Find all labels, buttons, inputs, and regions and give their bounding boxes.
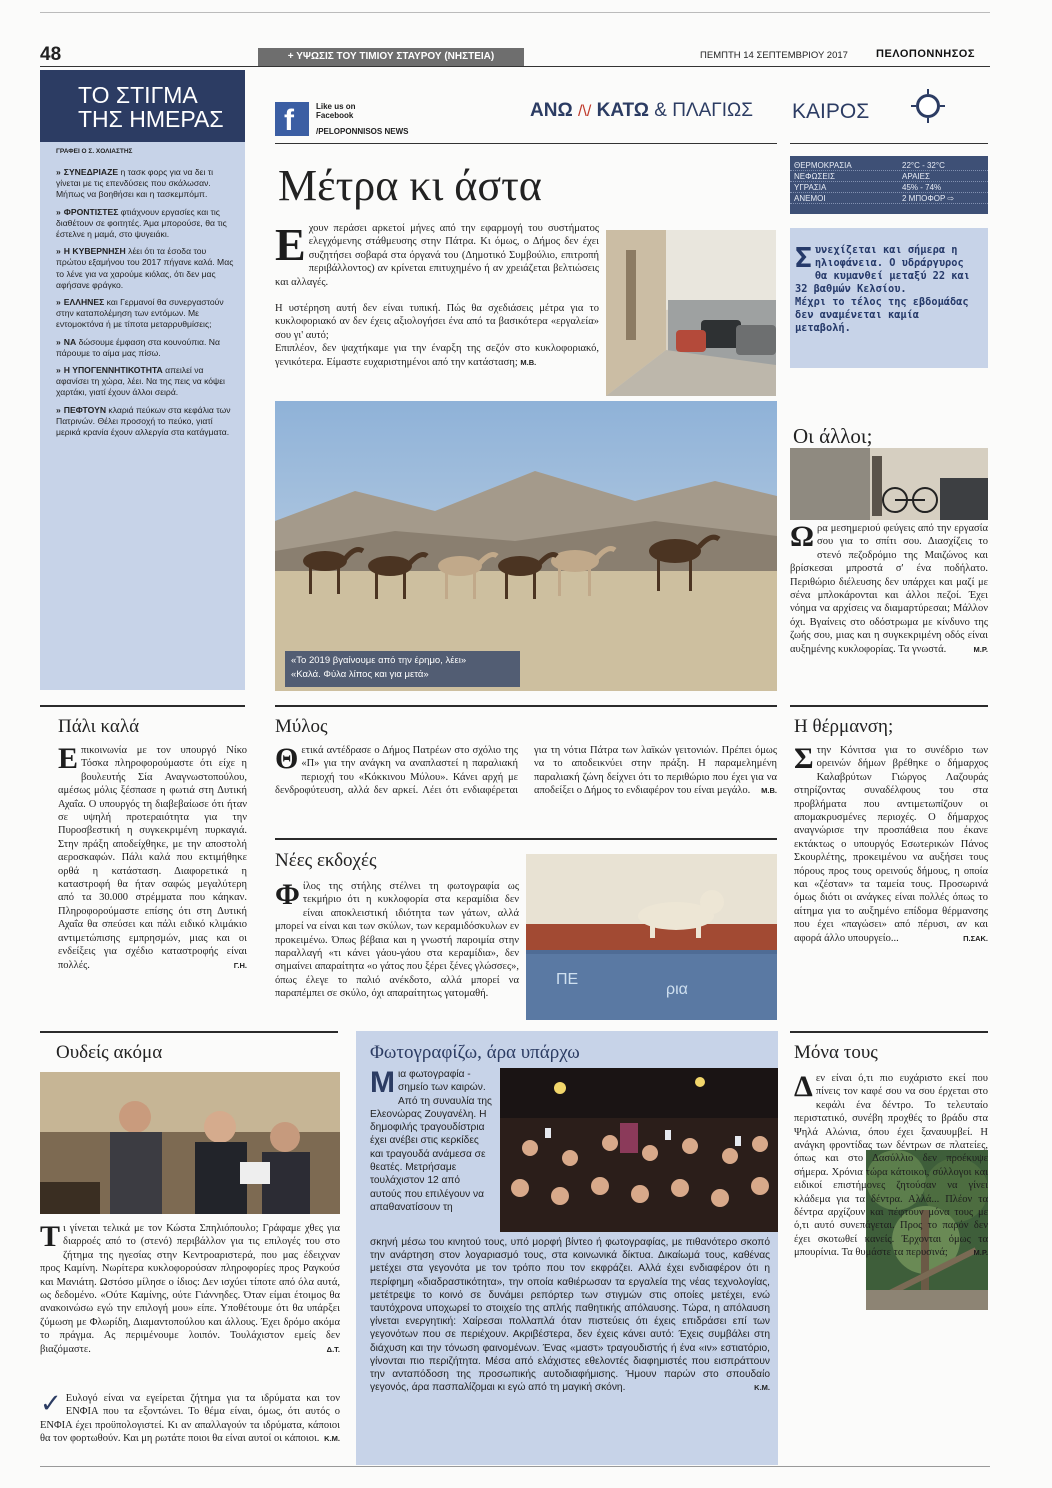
mona-tous-text: εν είναι ό,τι πιο ευχάριστο εκεί που πίνεις τον καφέ σου να σου έρχεται στο κεφάλι ένα δέντρο. Το τελευταίο περιστατικό, συνέβη προχθές το βράδυ στα Ψηλά Αλώνια, όπου έχει ξαναυυμβεί. Η ανάγκη φροντίδας των δέντρων σε πλατείες, όπως και στο Δασύλλιο δεν προέκυψε σήμερα. Χρόνια τώρα κάτοικοι, σύλλογοι και ειδικοί επιστήμονες ζητούσαν να γίνει κλάδεμα για τα δέντρα. Αλλά... Πλέον τα δέντρα αρχίζουν και πέφτουν μόνα τους με ό,τι αυτό συνεπάγεται. Προς το παρόν δεν έχει σκοτωθεί κανείς. Έρχονται όμως τα μπουρίνια. Τα θυμάστε τα περυσινά; <box>794 1073 988 1259</box>
stigma-item <box>56 405 235 439</box>
weather-value: 45% - 74% <box>902 183 942 192</box>
mona-tous-signature: Μ.Ρ. <box>973 1248 988 1258</box>
camel-caption-line2: «Καλά. Φύλα λίπος και για μετά» <box>291 669 429 680</box>
stigma-byline: ΓΡΑΦΕΙ Ο Σ. ΧΟΛΙΑΣΤΗΣ <box>56 148 133 155</box>
fotografizo-lead-text <box>370 1068 494 1214</box>
nees-ekdoxes-body <box>275 880 519 1001</box>
double-arrow-icon: » <box>56 365 61 376</box>
mona-tous-dropcap: Δ <box>794 1070 813 1103</box>
main-article-body <box>275 219 599 289</box>
oi-alloi-text: ρα μεσημεριού φεύγεις από την εργασία σου για το σπίτι σου. Διασχίζεις το στενό πεζοδρόμιο της Μαιζώνος και βρίσκεσαι μπροστά σ' ένα ποδήλατο. Περιθώριο διέλευσης δεν υπάρχει και μαζί με σένα μπλοκάρονται και άλλοι πεζοί. Έχει νόημα να αρχίσεις να διαμαρτύρεσαι; Μάλλον όχι. Βγαίνεις στο οδόστρωμα με κίνδυνο της ζωής σου, μιας και η συγκεκριμένη οδός είναι αυξημένης κυκλοφορίας. Τα γνωστά. <box>790 523 988 655</box>
nees-ekdoxes-dropcap: Φ <box>275 878 300 911</box>
main-article-text2: Η υστέρηση αυτή δεν είναι τυπική. Πώς θα σχεδιάσεις μέτρα για το κυκλοφοριακό αν δεν έχεις αξιολογήσει ένα από τα βασικότερα «εργαλεία» σου γι' αυτό; <box>275 303 599 341</box>
weather-label: ΥΓΡΑΣΙΑ <box>794 183 827 192</box>
weather-row <box>790 160 988 171</box>
stigma-item-lead: Η ΥΠΟΓΕΝΝΗΤΙΚΟΤΗΤΑ <box>63 365 163 376</box>
fotografizo-continuation <box>370 1236 770 1394</box>
double-arrow-icon: » <box>56 404 61 415</box>
sun-icon <box>911 89 945 123</box>
dog-on-roof-photo <box>526 854 777 1020</box>
weather-value: 22°C - 32°C <box>902 161 945 170</box>
rule-nees-ekdoxes <box>275 838 777 840</box>
stigma-item-lead: ΣΥΝΕΔΡΙΑΖΕ <box>63 167 119 177</box>
oi-alloi-body <box>790 522 988 656</box>
page-number: 48 <box>40 44 62 65</box>
stigma-item-text: λέει ότι τα έσοδα του πρώτου εξαμήνου του 2017 πήγανε καλά. Μας το λένε για να χαρούμε κιόλας, ότι δεν μας αφήσανε φράγκο. <box>56 246 234 290</box>
weather-label: ΑΝΕΜΟΙ <box>794 194 826 203</box>
facebook-like: Like us on <box>316 102 356 111</box>
camel-caption-line1: «Το 2019 βγαίνουμε από την έρημο, λέει» <box>291 655 467 666</box>
thermansi-dropcap: Σ <box>794 742 814 775</box>
section-title-kato: ΚΑΤΩ <box>596 100 649 121</box>
mylos-title: Μύλος <box>275 716 328 737</box>
stigma-item <box>56 365 235 399</box>
main-article-body2 <box>275 302 599 369</box>
mona-tous-body <box>794 1072 988 1260</box>
facebook-box <box>275 102 309 136</box>
weather-row <box>790 182 988 193</box>
stigma-item-lead: ΠΕΦΤΟΥΝ <box>63 404 107 415</box>
facebook-icon: f <box>284 104 294 137</box>
weather-title: ΚΑΙΡΟΣ <box>792 100 870 123</box>
weather-label: ΘΕΡΜΟΚΡΑΣΙΑ <box>794 161 852 170</box>
weather-forecast <box>790 228 988 368</box>
fotografizo-title: Φωτογραφίζω, άρα υπάρχω <box>370 1042 580 1063</box>
stigma-item-lead: ΕΛΛΗΝΕΣ <box>63 297 105 308</box>
mylos-text: ετικά αντέδρασε ο Δήμος Πατρέων στο σχόλιο της «Π» για την ανάγκη να αναπλαστεί η παραλιακή περιοχή του «Κόκκινου Μύλου». Κάνει αρχή με δενδροφύτευση, αλλά δεν αρκεί. Λέει ότι ενδιαφέρεται για τη νότια Πάτρα των λαϊκών γειτονιών. Πρέπει όμως να το αποδεικνύει στην πράξη. Η παραμελημένη παραλιακή ζώνη δείχνει ότι το περιθώριο που έχει για να αποδείξει ο Δήμος το ενδιαφέρον του είναι μεγάλο. <box>275 745 777 797</box>
svg-text:ΠΕ: ΠΕ <box>556 971 579 988</box>
oudeis-dropcap: Τ <box>40 1220 61 1253</box>
camel-desert-photo <box>275 401 777 691</box>
section-title-plagios: & ΠΛΑΓΙΩΣ <box>654 100 753 121</box>
stigma-item <box>56 337 235 359</box>
weather-text1: υνεχίζεται και σήμερα η ηλιοφάνεια. Ο υδράργυρος θα κυμανθεί μεταξύ 22 και 32 βαθμών Κελσίου. <box>795 244 970 295</box>
thermansi-text: την Κόνιτσα για το συνέδριο των ορεινών δήμων βρέθηκε ο δήμαρχος Καλαβρύτων Γιώργος Λαζουράς στηρίζοντας συναδέλφους του στα προβλήματα που αντιμετωπίζουν οι απομακρυσμένες περιοχές. Ο δήμαρχος αναγνώρισε την προσπάθεια που έκανε εκτάκτως ο υπουργός Εσωτερικών Πάνος Σκουρλέτης, προκειμένου να αυξήσει τους πόρους προς τους ορεινούς δήμους, η οποία και «ζέσταν» τα ταμεία τους. Προσωρινά όμως διότι οι ανάγκες είναι πολλές όπως το αίτημα για το αυξημένο επίδομα θέρμανσης που έχει «παγώσει» από πέρυσι, αν και αφορά άλλο υπουργείο... <box>794 745 988 944</box>
stigma-item-text: κλαριά πεύκων στα κεφάλια των Πατρινών. Θέλει προσοχή το πεύκο, γιατί μερικά κρανία έχουν αλλεργία στα κατάγματα. <box>56 404 231 438</box>
fotografizo-text: ια φωτογραφία - σημείο των καιρών. Από τη συναυλία της Ελεονώρας Ζουγανέλη. Η δημοφιλής τραγουδίστρια έχει ανέβει στις κερκίδες και τραγουδά ανάμεσα σε θεατές. Μετρήσαμε τουλάχιστον 12 από αυτούς που επιλέγουν να απαθανατίσουν τη <box>370 1069 492 1213</box>
rule-oudeis <box>40 1031 338 1033</box>
camel-caption <box>285 651 520 687</box>
weather-row <box>790 193 988 204</box>
weather-value: ΑΡΑΙΕΣ <box>902 172 930 181</box>
nees-ekdoxes-title: Νέες εκδοχές <box>275 850 377 871</box>
checkmark-icon: ✓ <box>40 1389 62 1419</box>
fotografizo-dropcap: Μ <box>370 1066 395 1099</box>
issue-date: ΠΕΜΠΤΗ 14 ΣΕΠΤΕΜΒΡΙΟΥ 2017 <box>700 50 848 61</box>
oi-alloi-dropcap: Ω <box>790 520 815 553</box>
stigma-item <box>56 246 235 291</box>
section-rule <box>275 143 777 144</box>
svg-text:ρια: ρια <box>666 981 688 998</box>
section-title <box>530 100 753 122</box>
concert-crowd-photo <box>500 1068 778 1232</box>
facebook-label: Facebook <box>316 111 354 120</box>
stigma-title-block <box>40 70 245 142</box>
stigma-item <box>56 167 235 201</box>
oudeis-extra-signature: Κ.Μ. <box>324 1434 340 1444</box>
stigma-item <box>56 207 235 241</box>
section-title-ano: ΑΝΩ <box>530 100 573 121</box>
rule-pali-kala <box>40 705 245 707</box>
weather-dropcap: Σ <box>795 241 812 274</box>
politicians-meeting-photo <box>40 1072 340 1214</box>
main-article-text: χουν περάσει αρκετοί μήνες από την εφαρμογή του συστήματος ελεγχόμενης στάθμευσης στην Πάτρα. Κι όμως, ο Δήμος δεν έχει συζητήσει σοβαρά στα όργανά του (Δημοτικό Συμβούλιο, επιτροπή περιβάλλοντος) αν κρίνεται επιτυχημένο ή αν χρειάζεται βελτιώσεις και αλλαγές. <box>275 223 599 288</box>
fotografizo-lead <box>370 1068 494 1214</box>
pali-kala-signature: Γ.Η. <box>233 960 247 970</box>
thermansi-signature: Π.ΣΑΚ. <box>963 933 988 943</box>
oi-alloi-title: Οι άλλοι; <box>793 424 873 448</box>
pali-kala-body <box>58 744 247 972</box>
fotografizo-continuation-text: σκηνή μέσω του κινητού τους, υπό μορφή βίντεο ή φωτογραφίας, με πιθανότερο σκοπό την ανάρτηση στον λογαριασμό τους, στα κοινωνικά δίκτυα. Δικαίωμά τους, καθένας μετέχει στα γεγονότα με τον τρόπο που τον εκφράζει. Αλλά έχει ενδιαφέρον ότι η περίφημη «διαδραστικότητα», την οποία καθιέρωσαν τα εργαλεία της νέας τεχνολογίας, μετέτρεψε το κοινό σε δυνάμει ρεπόρτερ των στιγμών στις οποίες μετέχει, ενώ ταυτόχρονα υποχωρεί το στοιχείο της απλής παθητικής απόλαυσης. Τώρα, η απόλαυση γίνεται ενεργητική: Χαίρεσαι πολλαπλά όταν πιστεύεις ότι έχεις επιδράσει επί των γεγονότων που σε περιέχουν. Ακριβέστερα, δεν έχεις κάνει αυτό: Έχεις συμβάλει στη διάχυση και την τόνωση φαινομένων. Ένας «μαστ» τραγουδιστής ή ένα «ιν» εστιατόριο, γίνονται πιο περιζήτητα. Μέσα από ελάχιστες εθελοντές διαφημιστές που εισπράττουν την ανταπόδοση της προσωπικής αυτοδιαφήμισης. Ήμουν παρών στο σπουδαίο γεγονός, άρα πασπαλίζομαι κι εγώ από τη μαγική σκόνη. <box>370 1237 770 1394</box>
stigma-item-text: δώσουμε έμφαση στα κουνούπια. Να πάρουμε το αίμα μας πίσω. <box>56 336 220 358</box>
rule-thermansi <box>790 705 988 707</box>
facebook-page: /PELOPONNISOS NEWS <box>316 127 409 136</box>
oudeis-extra-text: Ευλογό είναι να εγείρεται ζήτημα για τα ιδρύματα και τον ΕΝΦΙΑ που τα εξοντώνει. Το θέμα είναι, όμως, ότι αυτός ο ΕΝΦΙΑ έχει προϋπολογιστεί. Κι αν απαλλαγούν τα ιδρύματα, κάποιοι θα τον φορτωθούν. Και μη ρωτάτε ποιοι θα είναι αυτοί οι κάποιοι. <box>40 1393 340 1445</box>
stigma-item-lead: ΝΑ <box>63 336 77 347</box>
stigma-title-line2: ΤΗΣ ΗΜΕΡΑΣ <box>78 106 224 132</box>
thermansi-title: Η θέρμανση; <box>794 716 894 737</box>
oudeis-title: Ουδείς ακόμα <box>56 1042 163 1063</box>
oudeis-extra <box>40 1389 340 1446</box>
weather-forecast-text <box>795 241 980 335</box>
oi-alloi-signature: Μ.Ρ. <box>973 644 988 654</box>
mylos-dropcap: Θ <box>275 742 299 775</box>
narrow-street-photo <box>790 448 988 520</box>
double-arrow-icon: » <box>56 336 61 347</box>
nees-ekdoxes-text: ίλος της στήλης στέλνει τη φωτογραφία ως τεκμήριο ότι η κυκλοφορία στα κεραμίδια δεν είναι αποκλειστική ιδιότητα των γάτων, αλλά μπορεί να είναι και των σκύλων, των κεραμιδόσκυλων εν προκειμένω. Όπως βέβαια και η γνωστή παροιμία στην παραλλαγή «τι κάνει γάου-γάου στα κεραμίδια», δεν σημαίνει απαραίτητα «ο γάτος που ξέρει ξένες γλώσσες», όπως έλεγε το παλιό ανέκδοτο, αλλά μπορεί να παραπέμπει σε σκύλο, όχι απαραίτητως γατομαθή. <box>275 881 519 1000</box>
stigma-item-text: φτιάχνουν εργασίες και τις διαθέτουν σε φοιτητές. Άμα μπορούσε, θα τις έστελνε η μαμά, στο ψυγειάκι. <box>56 206 227 240</box>
double-arrow-icon: » <box>56 246 61 257</box>
stigma-item-text: η τασκ φορς για να δει τι γίνεται με τις επενδύσεις που σκάλωσαν. Μήπως να βοηθήσει και η τασκεμπόμπ. <box>56 167 214 200</box>
mylos-body <box>275 744 777 824</box>
weather-table <box>790 156 988 214</box>
stigma-items <box>56 167 235 438</box>
double-arrow-icon: » <box>56 297 61 308</box>
rule-mylos <box>275 705 777 707</box>
double-arrow-icon: » <box>56 206 61 217</box>
stigma-body <box>40 142 245 690</box>
rule-mona-tous <box>790 1031 988 1033</box>
weather-row <box>790 171 988 182</box>
weather-value: 2 ΜΠΟΦΟΡ ⇨ <box>902 194 955 203</box>
main-article-signature: Μ.Β. <box>520 357 537 367</box>
pali-kala-dropcap: Ε <box>58 742 79 775</box>
mona-tous-title: Μόνα τους <box>794 1042 878 1063</box>
newspaper-name: ΠΕΛΟΠΟΝΝΗΣΟΣ <box>876 48 975 60</box>
fotografizo-signature: Κ.Μ. <box>754 1383 770 1393</box>
main-article-dropcap: Ε <box>275 219 306 270</box>
stigma-item <box>56 297 235 331</box>
page-top-line <box>40 12 990 13</box>
street-parking-photo <box>606 230 776 396</box>
double-arrow-icon: » <box>56 167 61 177</box>
weather-rule <box>790 143 988 144</box>
stigma-item-lead: ΦΡΟΝΤΙΣΤΕΣ <box>63 206 119 217</box>
up-down-arrow-icon: /\/ <box>577 103 592 120</box>
weather-label: ΝΕΦΩΣΕΙΣ <box>794 172 835 181</box>
pali-kala-title: Πάλι καλά <box>58 716 140 737</box>
stigma-title-line1: ΤΟ ΣΤΙΓΜΑ <box>78 82 198 108</box>
weather-text2: Μέχρι το τέλος της εβδομάδας δεν αναμένεται καμία μεταβολή. <box>795 296 969 334</box>
thermansi-body <box>794 744 988 945</box>
stigma-item-text: και Γερμανοί θα συνεργαστούν στην καταπολέμηση των εντόμων. Με εντομοκτόνα ή με τίποτα μεταρρυθμίσεις; <box>56 297 224 330</box>
oudeis-signature: Δ.Τ. <box>326 1344 340 1354</box>
oudeis-body <box>40 1222 340 1356</box>
main-article-title: Μέτρα κι άστα <box>278 161 542 210</box>
main-article-text3: Επιπλέον, δεν ψαχτήκαμε για την έναρξη της σεζόν στο κυκλοφοριακό, γενικότερα. Είμαστε ευχαριστημένοι από την κατάσταση; <box>275 343 599 368</box>
feast-banner: + ΥΨΩΣΙΣ ΤΟΥ ΤΙΜΙΟΥ ΣΤΑΥΡΟΥ (ΝΗΣΤΕΙΑ) <box>258 48 524 66</box>
header-rule <box>40 66 990 67</box>
pali-kala-text: πικοινωνία με τον υπουργό Νίκο Τόσκα πληροφορούμαστε ότι είχε η βουλευτής Σία Αναγνωστοπούλου, αμέσως μόλις ξέσπασε η φωτιά στη Δυτική Αχαΐα. Ο υπουργός τη διαβεβαίωσε ότι ήταν σε υψηλή προτεραιότητα για την Πυροσβεστική η συγκεκριμένη πυρκαγιά. Στην πράξη αποδείχθηκε, με την αποστολή αεροσκαφών. Πάλι καλά που εκτιμήθηκε ορθά η κατάσταση. Διαφορετικά η καταστροφή θα ήταν σαφώς μεγαλύτερη από τα 30.000 στρέμματα που κάηκαν. Πληροφορούμαστε επίσης ότι στη Δυτική Αχαΐα θα σπεύσει και πάλι ειδικό κλιμάκιο αντιμετώπισης εμπρησμών, μιας και οι ενδείξεις για σχέδιο καταστροφής είναι πολλές. <box>58 745 247 971</box>
stigma-item-lead: Η ΚΥΒΕΡΝΗΣΗ <box>63 246 126 257</box>
bottom-rule <box>40 1466 990 1467</box>
stigma-item-text: απειλεί να αφανίσει τη χώρα, λέει. Να της πεις να κόψει χαρτάκι, γιατί έχουν άλλοι σειρά. <box>56 365 225 398</box>
oudeis-text: ι γίνεται τελικά με τον Κώστα Σπηλιόπουλο; Γράφαμε χθες για διαρροές από το (στενό) περιβάλλον για τις επιλογές του στο ζήτημα της ηγεσίας στην Κεντροαριστερά, που μας έδειχναν προς Καμίνη. Νωρίτερα κυκλοφορούσαν πληροφορίες προς Ραγκούσ και Μανιάτη. Ωστόσο μίλησε ο ίδιος: Δεν ισχύει τίποτε από όλα αυτά, ως δεδομένο. «Ούτε Καμίνης, ούτε Γιάννηδες. Όταν είμαι έτοιμος θα ανακοινώσω εγώ την επιλογή μου» είπε. Υποθέτουμε ότι θα υπάρξει ζύμωση με Φλωρίδη, Διαμαντοπούλου και άλλους. Έχει δρόμο ακόμα το πράγμα. Ας περιμένουμε λοιπόν. Τουλάχιστον εμείς δεν βιαζόμαστε. <box>40 1223 340 1355</box>
mylos-signature: Μ.Β. <box>761 786 777 796</box>
